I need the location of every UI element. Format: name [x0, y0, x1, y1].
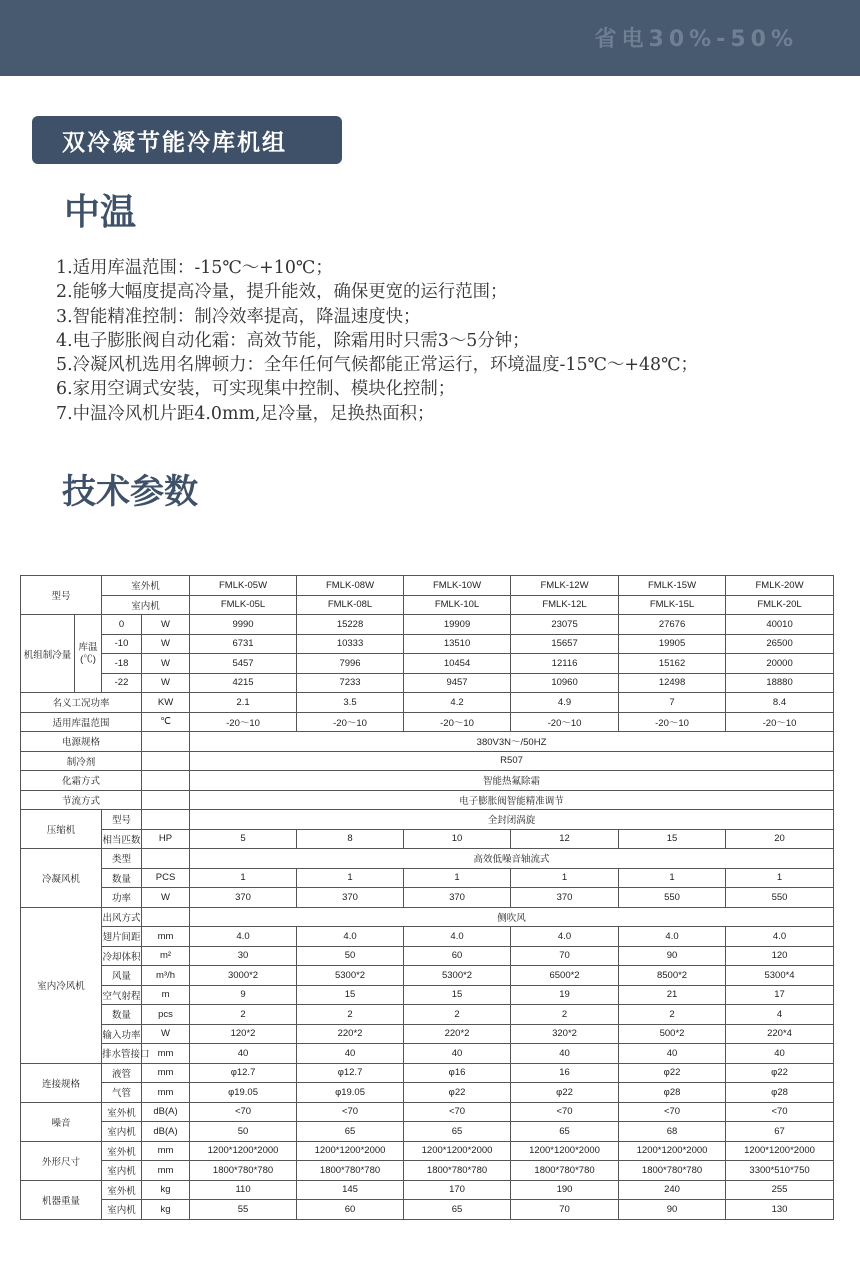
sub-header: 数量 [102, 1005, 142, 1025]
value-cell: 65 [511, 1122, 619, 1142]
value-cell: 2 [297, 1005, 404, 1025]
unit-cell: KW [142, 693, 190, 713]
unit-cell [142, 849, 190, 869]
value-cell: 370 [511, 888, 619, 908]
sub-header: 室内机 [102, 595, 190, 615]
table-row [21, 1180, 834, 1200]
section-title-medium-temp: 中温 [64, 192, 137, 233]
table-row [21, 868, 834, 888]
value-cell: 15 [297, 985, 404, 1005]
value-cell: 1800*780*780 [404, 1161, 511, 1181]
value-cell: 3000*2 [190, 966, 297, 986]
value-cell: 4 [726, 1005, 834, 1025]
value-cell: 21 [619, 985, 726, 1005]
value-cell: 1 [297, 868, 404, 888]
table-row [21, 849, 834, 869]
value-cell: <70 [404, 1102, 511, 1122]
value-cell: 4.0 [404, 927, 511, 947]
value-cell: φ16 [404, 1063, 511, 1083]
value-cell: 5300*4 [726, 966, 834, 986]
table-row [21, 985, 834, 1005]
value-cell: φ12.7 [190, 1063, 297, 1083]
feature-item: 6.家用空调式安装，可实现集中控制、模块化控制； [56, 379, 456, 400]
value-cell: 120 [726, 946, 834, 966]
sub-header: 翅片间距 [102, 927, 142, 947]
feature-item: 2.能够大幅度提高冷量，提升能效，确保更宽的运行范围； [56, 282, 508, 303]
sub-header: 相当匹数 [102, 829, 142, 849]
value-cell: 9990 [190, 615, 297, 635]
value-cell: φ19.05 [297, 1083, 404, 1103]
sub-header: 气管 [102, 1083, 142, 1103]
value-cell: 高效低噪音轴流式 [190, 849, 834, 869]
unit-cell: mm [142, 1161, 190, 1181]
table-row [21, 751, 834, 771]
value-cell: 5300*2 [404, 966, 511, 986]
value-cell: -20～10 [297, 712, 404, 732]
value-cell: 15 [619, 829, 726, 849]
feature-list [56, 256, 698, 426]
row-header: 连接规格 [21, 1063, 102, 1102]
unit-cell [142, 790, 190, 810]
feature-item: 1.适用库温范围：-15℃～+10℃； [56, 258, 333, 278]
sub-header: 室外机 [102, 1180, 142, 1200]
value-cell: <70 [619, 1102, 726, 1122]
unit-cell: dB(A) [142, 1102, 190, 1122]
value-cell: 370 [297, 888, 404, 908]
value-cell: 70 [511, 1200, 619, 1220]
value-cell: φ19.05 [190, 1083, 297, 1103]
value-cell: φ22 [619, 1063, 726, 1083]
value-cell: 10 [404, 829, 511, 849]
value-cell: 15 [404, 985, 511, 1005]
value-cell: 55 [190, 1200, 297, 1220]
value-cell: φ22 [511, 1083, 619, 1103]
feature-item: 3.智能精准控制：制冷效率提高，降温速度快； [56, 306, 421, 327]
table-row [21, 771, 834, 791]
value-cell: 13510 [404, 634, 511, 654]
unit-cell: mm [142, 1044, 190, 1064]
value-cell: 3300*510*750 [726, 1161, 834, 1181]
value-cell: 6731 [190, 634, 297, 654]
table-row [21, 966, 834, 986]
value-cell: 2 [190, 1005, 297, 1025]
value-cell: 68 [619, 1122, 726, 1142]
section-title-tech-params: 技术参数 [62, 472, 198, 512]
value-cell: 1800*780*780 [511, 1161, 619, 1181]
row-header: 机器重量 [21, 1180, 102, 1219]
value-cell: 220*4 [726, 1024, 834, 1044]
sub-header: -22 [102, 673, 142, 693]
value-cell: 60 [404, 946, 511, 966]
value-cell: <70 [726, 1102, 834, 1122]
value-cell: 40 [190, 1044, 297, 1064]
value-cell: φ28 [726, 1083, 834, 1103]
table-row [21, 946, 834, 966]
value-cell: FMLK-08W [297, 576, 404, 596]
value-cell: 电子膨胀阀智能精准调节 [190, 790, 834, 810]
value-cell: 40 [511, 1044, 619, 1064]
value-cell: 130 [726, 1200, 834, 1220]
value-cell: <70 [297, 1102, 404, 1122]
unit-cell: mm [142, 927, 190, 947]
value-cell: 8 [297, 829, 404, 849]
row-header: 名义工况功率 [21, 693, 142, 713]
row-header: 冷凝风机 [21, 849, 102, 908]
table-row [21, 1161, 834, 1181]
row-header: 噪音 [21, 1102, 102, 1141]
value-cell: 2.1 [190, 693, 297, 713]
unit-cell [142, 771, 190, 791]
value-cell: 4215 [190, 673, 297, 693]
row-header: 制冷剂 [21, 751, 142, 771]
energy-saving-slogan: 省电30%-50% [594, 27, 798, 52]
table-row [21, 1044, 834, 1064]
value-cell: 240 [619, 1180, 726, 1200]
value-cell: 12116 [511, 654, 619, 674]
value-cell: 1800*780*780 [619, 1161, 726, 1181]
table-row [21, 888, 834, 908]
value-cell: 1 [511, 868, 619, 888]
value-cell: 20000 [726, 654, 834, 674]
value-cell: 16 [511, 1063, 619, 1083]
value-cell: 1800*780*780 [297, 1161, 404, 1181]
value-cell: φ22 [404, 1083, 511, 1103]
value-cell: 12498 [619, 673, 726, 693]
sub-header: 类型 [102, 849, 142, 869]
value-cell: 1200*1200*2000 [619, 1141, 726, 1161]
sub-header: 冷却体积 [102, 946, 142, 966]
unit-cell: kg [142, 1180, 190, 1200]
table-row [21, 732, 834, 752]
sub-header: 液管 [102, 1063, 142, 1083]
unit-cell: m [142, 985, 190, 1005]
value-cell: -20～10 [726, 712, 834, 732]
value-cell: 5457 [190, 654, 297, 674]
table-row [21, 1083, 834, 1103]
table-row [21, 615, 834, 635]
table-row [21, 1200, 834, 1220]
sub-header: 室内机 [102, 1122, 142, 1142]
value-cell: 550 [726, 888, 834, 908]
unit-cell [142, 751, 190, 771]
feature-item: 7.中温冷风机片距4.0mm,足冷量，足换热面积； [56, 403, 435, 424]
value-cell: 8500*2 [619, 966, 726, 986]
sub-header: 排水管接口 [102, 1044, 142, 1064]
sub-header: 室内机 [102, 1161, 142, 1181]
value-cell: 40 [404, 1044, 511, 1064]
sub-header: 型号 [102, 810, 142, 830]
table-row [21, 576, 834, 596]
value-cell: 255 [726, 1180, 834, 1200]
value-cell: 220*2 [404, 1024, 511, 1044]
unit-cell: W [142, 1024, 190, 1044]
sub-header: 功率 [102, 888, 142, 908]
unit-cell: mm [142, 1063, 190, 1083]
value-cell: 170 [404, 1180, 511, 1200]
value-cell: 5300*2 [297, 966, 404, 986]
value-cell: 40 [297, 1044, 404, 1064]
table-row [21, 927, 834, 947]
product-title-badge: 双冷凝节能冷库机组 [32, 116, 342, 164]
value-cell: 65 [297, 1122, 404, 1142]
value-cell: <70 [511, 1102, 619, 1122]
table-row [21, 907, 834, 927]
table-row [21, 1024, 834, 1044]
row-header: 电源规格 [21, 732, 142, 752]
unit-cell [142, 907, 190, 927]
value-cell: 1 [190, 868, 297, 888]
value-cell: 19 [511, 985, 619, 1005]
value-cell: 5 [190, 829, 297, 849]
value-cell: 19905 [619, 634, 726, 654]
value-cell: 190 [511, 1180, 619, 1200]
table-row [21, 712, 834, 732]
value-cell: 23075 [511, 615, 619, 635]
unit-cell: W [142, 634, 190, 654]
value-cell: 1200*1200*2000 [190, 1141, 297, 1161]
value-cell: 1200*1200*2000 [404, 1141, 511, 1161]
value-cell: 4.0 [511, 927, 619, 947]
value-cell: 4.0 [297, 927, 404, 947]
unit-cell: W [142, 888, 190, 908]
value-cell: 370 [190, 888, 297, 908]
sub-header: 室外机 [102, 1102, 142, 1122]
unit-cell: m² [142, 946, 190, 966]
row-header: 机组制冷量 [21, 615, 75, 693]
unit-cell: W [142, 615, 190, 635]
value-cell: -20～10 [619, 712, 726, 732]
table-row [21, 810, 834, 830]
sub-header: 0 [102, 615, 142, 635]
value-cell: 4.9 [511, 693, 619, 713]
table-row [21, 634, 834, 654]
unit-cell: pcs [142, 1005, 190, 1025]
value-cell: 30 [190, 946, 297, 966]
value-cell: 1200*1200*2000 [511, 1141, 619, 1161]
value-cell: 智能热氟除霜 [190, 771, 834, 791]
value-cell: 12 [511, 829, 619, 849]
value-cell: 7233 [297, 673, 404, 693]
value-cell: 4.0 [190, 927, 297, 947]
value-cell: φ12.7 [297, 1063, 404, 1083]
table-row [21, 1141, 834, 1161]
value-cell: 1200*1200*2000 [297, 1141, 404, 1161]
sub-header: 室外机 [102, 576, 190, 596]
unit-cell: W [142, 673, 190, 693]
table-row [21, 1063, 834, 1083]
value-cell: 20 [726, 829, 834, 849]
value-cell: 4.0 [726, 927, 834, 947]
sub-header: 风量 [102, 966, 142, 986]
value-cell: 15657 [511, 634, 619, 654]
unit-cell: W [142, 654, 190, 674]
value-cell: 侧吹风 [190, 907, 834, 927]
table-row [21, 693, 834, 713]
value-cell: 1 [619, 868, 726, 888]
value-cell: 2 [404, 1005, 511, 1025]
unit-cell: ℃ [142, 712, 190, 732]
value-cell: 110 [190, 1180, 297, 1200]
value-cell: 15228 [297, 615, 404, 635]
value-cell: 4.0 [619, 927, 726, 947]
value-cell: 9457 [404, 673, 511, 693]
value-cell: 1 [404, 868, 511, 888]
spec-table [20, 575, 834, 1220]
top-banner [0, 0, 860, 76]
unit-cell [142, 732, 190, 752]
row-header: 外形尺寸 [21, 1141, 102, 1180]
value-cell: 26500 [726, 634, 834, 654]
value-cell: FMLK-12L [511, 595, 619, 615]
value-cell: 65 [404, 1200, 511, 1220]
table-row [21, 1122, 834, 1142]
table-row [21, 1102, 834, 1122]
value-cell: 50 [190, 1122, 297, 1142]
value-cell: FMLK-15L [619, 595, 726, 615]
row-header: 节流方式 [21, 790, 142, 810]
value-cell: 3.5 [297, 693, 404, 713]
value-cell: 120*2 [190, 1024, 297, 1044]
table-row [21, 673, 834, 693]
table-row [21, 595, 834, 615]
sub-header: -10 [102, 634, 142, 654]
feature-item: 4.电子膨胀阀自动化霜：高效节能，除霜用时只需3～5分钟； [56, 330, 530, 351]
value-cell: 60 [297, 1200, 404, 1220]
row-header: 压缩机 [21, 810, 102, 849]
value-cell: 1200*1200*2000 [726, 1141, 834, 1161]
value-cell: 2 [511, 1005, 619, 1025]
unit-cell: mm [142, 1141, 190, 1161]
value-cell: 7 [619, 693, 726, 713]
value-cell: 220*2 [297, 1024, 404, 1044]
unit-cell [142, 810, 190, 830]
row-header: 适用库温范围 [21, 712, 142, 732]
value-cell: 500*2 [619, 1024, 726, 1044]
value-cell: 380V3N～/50HZ [190, 732, 834, 752]
unit-cell: kg [142, 1200, 190, 1220]
value-cell: 90 [619, 946, 726, 966]
value-cell: 8.4 [726, 693, 834, 713]
value-cell: 4.2 [404, 693, 511, 713]
value-cell: 15162 [619, 654, 726, 674]
value-cell: FMLK-10W [404, 576, 511, 596]
unit-cell: mm [142, 1083, 190, 1103]
value-cell: 550 [619, 888, 726, 908]
value-cell: 320*2 [511, 1024, 619, 1044]
value-cell: 50 [297, 946, 404, 966]
value-cell: 10960 [511, 673, 619, 693]
sub-header: 室外机 [102, 1141, 142, 1161]
value-cell: 145 [297, 1180, 404, 1200]
value-cell: FMLK-08L [297, 595, 404, 615]
value-cell: 全封闭涡旋 [190, 810, 834, 830]
value-cell: 40 [726, 1044, 834, 1064]
table-row [21, 1005, 834, 1025]
value-cell: 70 [511, 946, 619, 966]
sub-header: 输入功率 [102, 1024, 142, 1044]
sub-header: -18 [102, 654, 142, 674]
value-cell: 6500*2 [511, 966, 619, 986]
value-cell: 370 [404, 888, 511, 908]
value-cell: 90 [619, 1200, 726, 1220]
value-cell: 19909 [404, 615, 511, 635]
value-cell: 65 [404, 1122, 511, 1142]
value-cell: 10454 [404, 654, 511, 674]
value-cell: 9 [190, 985, 297, 1005]
value-cell: 2 [619, 1005, 726, 1025]
table-row [21, 790, 834, 810]
value-cell: 67 [726, 1122, 834, 1142]
value-cell: 7996 [297, 654, 404, 674]
value-cell: 27676 [619, 615, 726, 635]
unit-cell: PCS [142, 868, 190, 888]
value-cell: -20～10 [511, 712, 619, 732]
value-cell: 1800*780*780 [190, 1161, 297, 1181]
value-cell: φ22 [726, 1063, 834, 1083]
value-cell: 18880 [726, 673, 834, 693]
sub-header: 空气射程 [102, 985, 142, 1005]
sub-header: 出风方式 [102, 907, 142, 927]
value-cell: 10333 [297, 634, 404, 654]
unit-cell: HP [142, 829, 190, 849]
row-header: 室内冷风机 [21, 907, 102, 1063]
value-cell: 40 [619, 1044, 726, 1064]
value-cell: -20～10 [404, 712, 511, 732]
value-cell: φ28 [619, 1083, 726, 1103]
value-cell: FMLK-10L [404, 595, 511, 615]
value-cell: FMLK-15W [619, 576, 726, 596]
value-cell: 1 [726, 868, 834, 888]
table-row [21, 654, 834, 674]
row-header: 型号 [21, 576, 102, 615]
sub-header: 室内机 [102, 1200, 142, 1220]
value-cell: <70 [190, 1102, 297, 1122]
value-cell: -20～10 [190, 712, 297, 732]
row-header: 化霜方式 [21, 771, 142, 791]
value-cell: 17 [726, 985, 834, 1005]
value-cell: 40010 [726, 615, 834, 635]
feature-item: 5.冷凝风机选用名牌顿力：全年任何气候都能正常运行，环境温度-15℃～+48℃； [56, 355, 698, 376]
value-cell: R507 [190, 751, 834, 771]
sub-header: 数量 [102, 868, 142, 888]
table-row [21, 829, 834, 849]
value-cell: FMLK-12W [511, 576, 619, 596]
sub-header: 库温(℃) [75, 615, 102, 693]
value-cell: FMLK-20L [726, 595, 834, 615]
unit-cell: m³/h [142, 966, 190, 986]
unit-cell: dB(A) [142, 1122, 190, 1142]
value-cell: FMLK-05W [190, 576, 297, 596]
value-cell: FMLK-05L [190, 595, 297, 615]
value-cell: FMLK-20W [726, 576, 834, 596]
